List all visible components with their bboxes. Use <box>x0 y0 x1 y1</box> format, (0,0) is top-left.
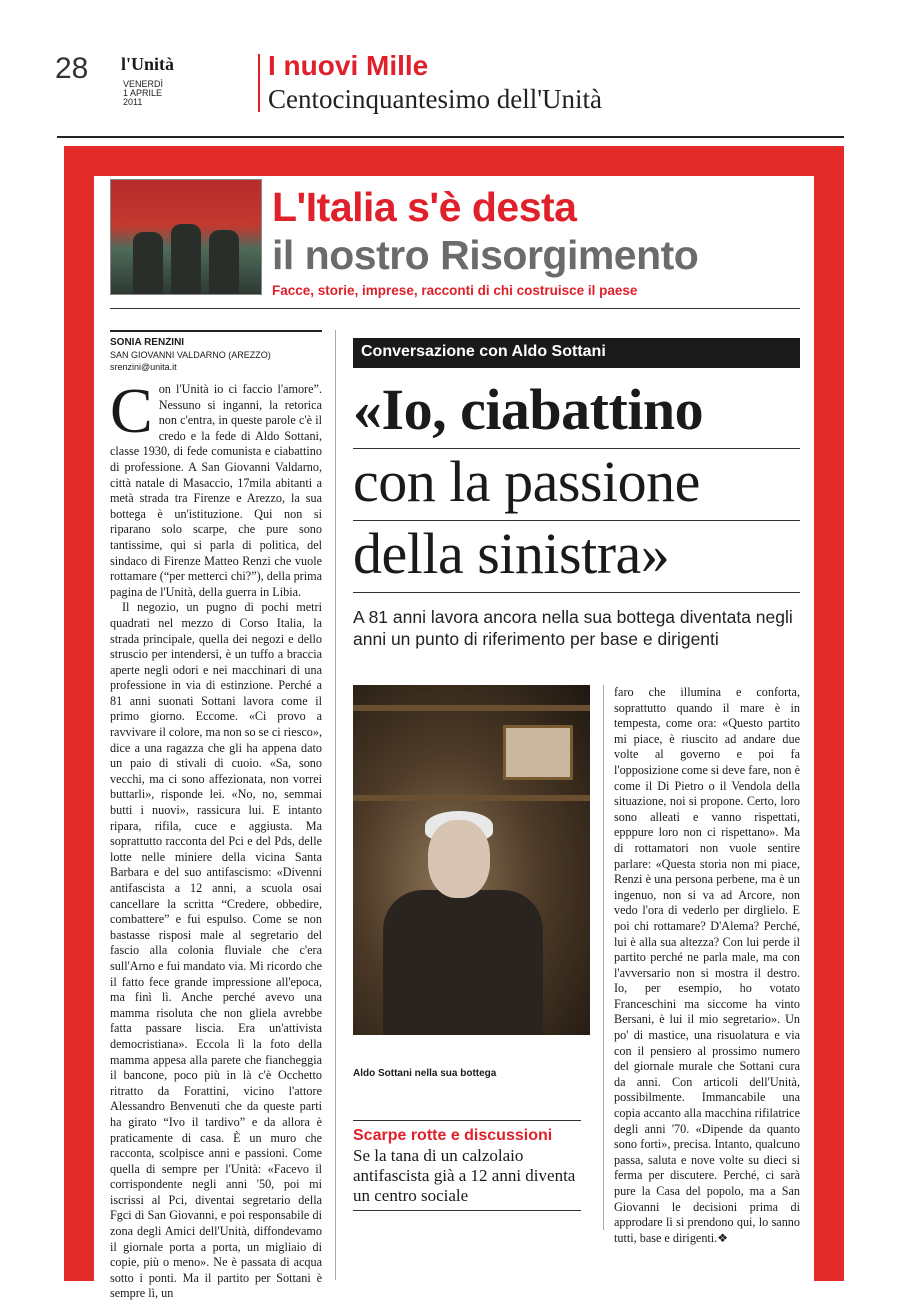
series-subtitle: il nostro Risorgimento <box>272 232 699 278</box>
paragraph-text: on l'Unità io ci faccio l'amore”. Nessuno si inganni, la retorica non c'entra, in queste parole c'è il credo e la fede di Aldo Sottani, classe 1930, di fede comunista e ciabattino di professione. A San Giovanni Valdarno, città natale di Masaccio, 17mila abitanti a metà strada tra Firenze e Arezzo, la sua bottega è un'istituzione. Qui non si riparano solo scarpe, che pure sono tantissime, qui si parla di politica, del sindaco di Firenze Matteo Renzi che vuole rottamare (“per metterci chi?”), della prima pagina de l'Unità, della guerra in Libia. <box>110 382 322 599</box>
column-divider <box>335 330 336 1280</box>
headline-line-3: della sinistra» <box>353 521 670 586</box>
byline-rule <box>110 330 322 332</box>
article-kicker: Conversazione con Aldo Sottani <box>353 338 800 368</box>
issue-date <box>123 80 183 107</box>
sidebar-rule <box>353 1120 581 1121</box>
sidebar-text: Se la tana di un calzolaio antifascista già a 12 anni diventa un centro sociale <box>353 1146 576 1205</box>
article-paragraph: faro che illumina e conforta, soprattutto quando il mare è in tempesta, come ora: «Questo partito mi piace, è riuscito ad andare due volte al governo e poi fa l'opposizione come si deve fare, non è come il Di Pietro o il Vendola della situazione, noi si propone. Certo, loro sono alleati e vanno rispettati, epppure loro non ci rispettano». Ma di rottamatori non vuole sentire parlare: «Questa storia non mi piace, Renzi è una persona perbene, ma è un ingenuo, non si va ad Arcore, non vedo l'ora di vederlo per dirglielo. E poi chi rottamare? D'Alema? Perché, lui è alla sua altezza? Con lui perde il partito perché ne parla male, ma con l'avversario non si mostra il destro. Io, per esempio, ho votato Franceschini ma siccome ha vinto Bersani, è lui il mio segretario». Un po' di mastice, una risuolatura e via con il pensiero al prossimo numero del giornale murale che Sottani cura da anni. Con articoli dell'Unità, possibilmente. Immancabile una copia accanto alla macchina rifilatrice degli anni '70. «Dipende da quanto sono forti», precisa. Intanto, qualcuno passa, saluta e nove volte su dieci si ferma per discutere. Perché, ci sarà pure la Casa del popolo, ma a San Giovanni le decisioni prima di approdare lì si prendono qui, lo sanno tutti, base e dirigenti.❖ <box>614 685 800 1245</box>
author-email[interactable]: srenzini@unita.it <box>110 362 177 372</box>
article-photo <box>353 685 590 1035</box>
date-year: 2011 <box>123 97 143 107</box>
header-divider <box>258 54 260 112</box>
masthead-logo: l'Unità <box>121 54 175 74</box>
article-deck: A 81 anni lavora ancora nella sua bottega diventata negli anni un punto di riferimento per base e dirigenti <box>353 607 793 649</box>
drop-cap: C <box>110 375 153 446</box>
sidebar-kicker: Scarpe rotte e discussioni <box>353 1127 553 1144</box>
headline-line-1: «Io, ciabattino <box>353 377 704 442</box>
page-number: 28 <box>55 52 89 85</box>
series-tagline: Facce, storie, imprese, racconti di chi costruisce il paese <box>272 283 638 298</box>
author-name: SONIA RENZINI <box>110 337 185 348</box>
section-title: I nuovi Mille <box>268 50 429 81</box>
series-title: L'Italia s'è desta <box>272 184 577 230</box>
photo-caption: Aldo Sottani nella sua bottega <box>353 1068 497 1079</box>
article-paragraph <box>110 375 322 600</box>
article-paragraph: Il negozio, un pugno di pochi metri quadrati nel mezzo di Corso Italia, la strada principale, quella dei negozi e dello struscio per intendersi, è un tuffo a braccia aperte negli odori e nei macchinari di una professione in via di estinzione. Perché a 81 anni suonati Sottani lavora come il primo giorno. Eccome. «Ci provo a ravvivare il colore, ma non so se ci riesco», dice a una ragazza che gli ha appena dato un paio di stivali di cuoio. «Sa, sono vecchi, ma ci sono affezionata, non vorrei buttarli», risponde lei. «No, no, semmai butti i nuovi», rassicura lui. E intanto ripara, rifila, cuce e aggiusta. Ma soprattutto racconta del Pci e del Pds, delle lotte nelle miniere della vicina Santa Barbara e del suo antifascismo: «Divenni antifascista a 12 anni, a scuola osai cancellare la scritta “Credere, obbedire, combattere” e fui espulso. Come se non bastasse risposi male al segretario del fascio alla colonia fluviale che c'era sull'Arno e fui mandato via. Mi ricordo che il fatto fece grande impressione all'epoca, ma finì lì. Anche perché avevo una mamma risoluta che non gliela avrebbe fatta passare liscia. Era un'attivista democristiana». Eccola lì la foto della mamma appesa alla parete che fiancheggia il bancone, poco più in là c'è Occhetto ritratto da Forattini, vicino l'attore Alessandro Benvenuti che da queste parti ha girato “Ivo il tardivo” e da allora è praticamente di casa. È un muro che racconta, scolpisce anni e passioni. Come quella di sempre per l'Unità: «Facevo il corrispondente negli anni '50, poi mi iscrissi al Pci, diventai segretario della Fgci di San Giovanni, e poi responsabile di zona degli Amici dell'Unità, diffondevamo il giornale porta a porta, un migliaio di copie, più o meno». Ne è passata di acqua sotto i ponti. Ma il partito per Sottani è sempre lì, un <box>110 600 322 1301</box>
author-location: SAN GIOVANNI VALDARNO (AREZZO) <box>110 350 271 360</box>
article-body-left <box>110 375 322 1302</box>
top-rule <box>57 136 844 138</box>
date-day-month: 1 APRILE <box>123 88 163 98</box>
header-rule <box>110 308 800 309</box>
column-divider <box>603 685 604 1230</box>
date-weekday: VENERDÌ <box>123 79 164 89</box>
headline-rule <box>353 592 800 593</box>
header-illustration <box>110 179 262 295</box>
sidebar-rule-bottom <box>353 1210 581 1211</box>
headline-line-2: con la passione <box>353 449 700 514</box>
section-subtitle: Centocinquantesimo dell'Unità <box>268 84 603 114</box>
article-body-right <box>614 685 800 1246</box>
